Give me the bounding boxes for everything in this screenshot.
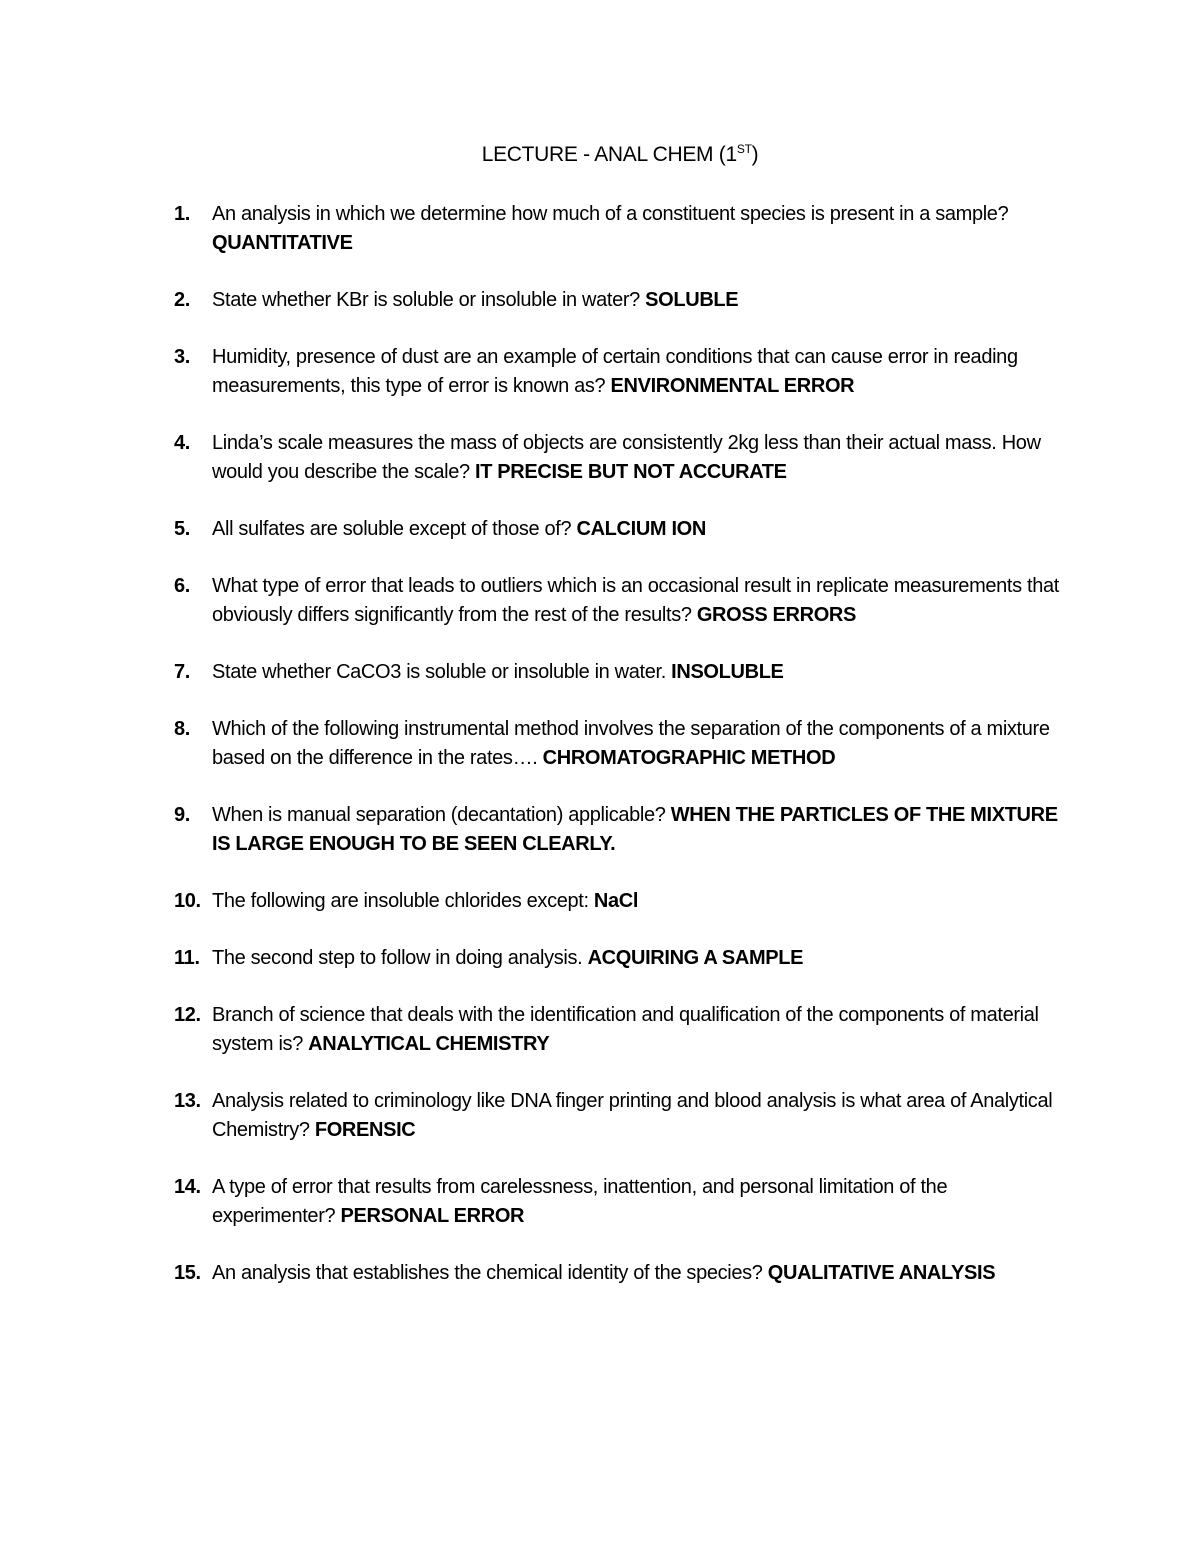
question-number: 3. <box>174 346 190 368</box>
question-text: Linda’s scale measures the mass of objects are consistently 2kg less than their actual mass. How would you describe the scale? <box>212 432 1041 483</box>
question-item <box>174 429 1074 487</box>
page-title <box>0 143 1200 167</box>
question-item <box>174 944 1074 973</box>
question-number: 8. <box>174 718 190 740</box>
question-number: 6. <box>174 575 190 597</box>
answer-text: NaCl <box>593 890 639 912</box>
answer-text: ACQUIRING A SAMPLE <box>587 947 804 969</box>
question-number: 14. <box>174 1176 201 1198</box>
question-number: 1. <box>174 203 190 225</box>
question-item <box>174 801 1074 859</box>
question-item <box>174 658 1074 687</box>
answer-text: QUANTITATIVE <box>212 232 353 254</box>
question-text: All sulfates are soluble except of those of? <box>212 518 577 540</box>
question-text: Which of the following instrumental method involves the separation of the components of a mixture based on the difference in the rates…. <box>212 718 1050 769</box>
question-number: 9. <box>174 804 190 826</box>
answer-text: FORENSIC <box>314 1119 416 1141</box>
question-item <box>174 1001 1074 1059</box>
answer-text: CHROMATOGRAPHIC METHOD <box>542 747 836 769</box>
question-item <box>174 572 1074 630</box>
question-text: State whether CaCO3 is soluble or insoluble in water. <box>212 661 672 683</box>
title-superscript: ST <box>736 142 752 156</box>
question-item <box>174 1173 1074 1231</box>
question-item <box>174 1087 1074 1145</box>
question-text: The following are insoluble chlorides except: <box>212 890 594 912</box>
answer-text: GROSS ERRORS <box>696 604 856 626</box>
question-number: 2. <box>174 289 190 311</box>
question-text: A type of error that results from carelessness, inattention, and personal limitation of the experimenter? <box>212 1176 948 1227</box>
question-item <box>174 286 1074 315</box>
answer-text: SOLUBLE <box>645 289 739 311</box>
answer-text: QUALITATIVE ANALYSIS <box>767 1262 996 1284</box>
question-number: 11. <box>174 947 200 969</box>
answer-text: WHEN THE PARTICLES OF THE MIXTURE IS LARGE ENOUGH TO BE SEEN CLEARLY. <box>212 804 1058 855</box>
question-text: The second step to follow in doing analysis. <box>212 947 588 969</box>
question-item <box>174 1259 1074 1288</box>
answer-text: IT PRECISE BUT NOT ACCURATE <box>475 461 787 483</box>
question-text: When is manual separation (decantation) applicable? <box>212 804 671 826</box>
question-number: 4. <box>174 432 190 454</box>
question-text: Branch of science that deals with the identification and qualification of the components of material system is? <box>212 1004 1039 1055</box>
question-text: An analysis in which we determine how much of a constituent species is present in a sample? <box>212 203 1009 225</box>
title-close: ) <box>751 143 759 166</box>
question-item <box>174 715 1074 773</box>
answer-text: ANALYTICAL CHEMISTRY <box>308 1033 550 1055</box>
question-item <box>174 343 1074 401</box>
question-number: 13. <box>174 1090 201 1112</box>
question-number: 12. <box>174 1004 201 1026</box>
question-item <box>174 200 1074 258</box>
title-text: LECTURE - ANAL CHEM (1 <box>481 143 737 166</box>
question-text: Humidity, presence of dust are an example of certain conditions that can cause error in reading measurements, this type of error is known as? <box>212 346 1018 397</box>
question-item <box>174 887 1074 916</box>
question-text: State whether KBr is soluble or insoluble in water? <box>212 289 646 311</box>
answer-text: PERSONAL ERROR <box>340 1205 525 1227</box>
question-item <box>174 515 1074 544</box>
question-number: 5. <box>174 518 190 540</box>
question-number: 7. <box>174 661 190 683</box>
question-number: 15. <box>174 1262 201 1284</box>
answer-text: CALCIUM ION <box>576 518 706 540</box>
answer-text: ENVIRONMENTAL ERROR <box>610 375 855 397</box>
answer-text: INSOLUBLE <box>671 661 784 683</box>
question-list <box>174 200 1074 1316</box>
question-text: Analysis related to criminology like DNA finger printing and blood analysis is what area of Analytical Chemistry? <box>212 1090 1053 1141</box>
question-text: What type of error that leads to outliers which is an occasional result in replicate measurements that obviously differs significantly from the rest of the results? <box>212 575 1059 626</box>
question-number: 10. <box>174 890 201 912</box>
question-text: An analysis that establishes the chemical identity of the species? <box>212 1262 768 1284</box>
